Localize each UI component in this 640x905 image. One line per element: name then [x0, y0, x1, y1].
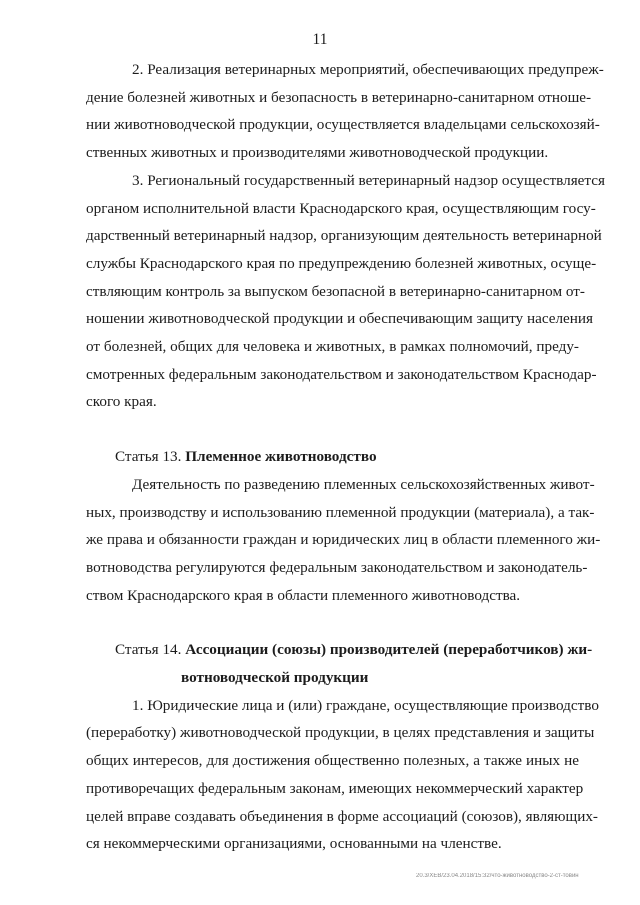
text-line: ствляющим контроль за выпуском безопасной в ветеринарно-санитарном от- — [86, 282, 585, 300]
text-line: 3. Региональный государственный ветеринарный надзор осуществляется — [132, 171, 605, 189]
text-line: ся некоммерческими организациями, основанными на членстве. — [86, 835, 502, 853]
paragraph-2 — [86, 56, 604, 167]
article-title-continued: вотноводческой продукции — [181, 669, 369, 687]
spacer — [86, 416, 579, 443]
text-line: органом исполнительной власти Краснодарского края, осуществляющим госу- — [86, 199, 596, 217]
document-footer-stamp: 20.3/ХЕВ/23.04.2018/15:32/что-животноводство-2-ст-товин — [416, 873, 579, 879]
article-heading — [86, 443, 579, 471]
text-line: же права и обязанности граждан и юридических лиц в области племенного жи- — [86, 531, 601, 549]
text-line: противоречащих федеральным законам, имеющих некоммерческий характер — [86, 779, 584, 797]
article-13 — [86, 443, 601, 609]
text-line: службы Краснодарского края по предупреждению болезней животных, осуще- — [86, 254, 597, 272]
page-number: 11 — [312, 31, 328, 48]
text-line: ством Краснодарского края в области племенного животноводства. — [86, 586, 521, 604]
text-line: общих интересов, для достижения общественно полезных, а также иных не — [86, 752, 579, 770]
article-title: Племенное животноводство — [185, 448, 377, 466]
article-label: Статья 14. — [115, 641, 186, 659]
text-line: ных, производству и использованию племенной продукции (материала), а так- — [86, 503, 595, 521]
article-heading-continued — [86, 664, 579, 692]
article-label: Статья 13. — [115, 448, 186, 466]
paragraph-3 — [86, 167, 605, 416]
text-line: дение болезней животных и безопасность в ветеринарно-санитарном отноше- — [86, 88, 592, 106]
text-line: нии животноводческой продукции, осуществляется владельцами сельскохозяй- — [86, 116, 600, 134]
text-line: ношении животноводческой продукции и обеспечивающим защиту населения — [86, 310, 594, 328]
text-line: смотренных федеральным законодательством и законодательством Краснодар- — [86, 365, 597, 383]
text-line: 2. Реализация ветеринарных мероприятий, обеспечивающих предупреж- — [132, 61, 604, 78]
text-line: дарственный ветеринарный надзор, организующим деятельность ветеринарной — [86, 227, 602, 245]
document-body — [86, 56, 605, 858]
text-line: от болезней, общих для человека и животных, в рамках полномочий, преду- — [86, 338, 579, 356]
text-line: 1. Юридические лица и (или) граждане, осуществляющие производство — [132, 696, 599, 714]
text-line: ского края. — [86, 393, 157, 411]
article-14 — [86, 636, 599, 858]
text-line: вотноводства регулируются федеральным законодательством и законодатель- — [86, 558, 588, 576]
text-line: ственных животных и производителями животноводческой продукции. — [86, 144, 549, 162]
article-title: Ассоциации (союзы) производителей (переработчиков) жи- — [185, 641, 593, 659]
text-line: Деятельность по разведению племенных сельскохозяйственных живот- — [132, 475, 595, 493]
text-line: целей вправе создавать объединения в форме ассоциаций (союзов), являющих- — [86, 807, 598, 825]
article-heading — [86, 636, 593, 664]
spacer — [86, 609, 579, 636]
text-line: (переработку) животноводческой продукции, в целях представления и защиты — [86, 724, 595, 742]
